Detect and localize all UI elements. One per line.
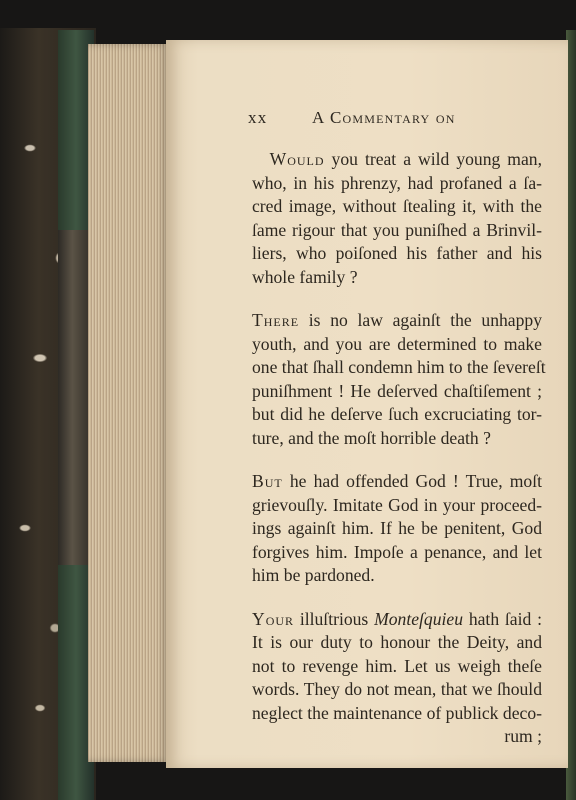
paragraph-lead-word: There (252, 310, 300, 330)
paragraph-2 (252, 309, 546, 450)
text-line: ture, and the moſt horrible death ? (252, 427, 491, 448)
catchword: rum ; (504, 726, 542, 746)
text-line: liers, who poiſoned his father and his (252, 243, 542, 263)
paragraph-lead-word: But (252, 471, 283, 491)
paragraph-lead-word: Would (269, 149, 325, 169)
italic-name: Monteſquieu (374, 608, 464, 629)
text-line: ſame rigour that you puniſhed a Brinvil- (252, 219, 542, 240)
text-line: cred image, without ſtealing it, with the (252, 196, 542, 216)
text-line: forgives him. Impoſe a penance, and let (252, 541, 542, 562)
text-line: ings againſt him. If he be penitent, God (252, 518, 542, 538)
running-title: A Commentary on (312, 108, 456, 127)
paragraph-4 (252, 608, 542, 749)
text-line: But he had offended God ! True, moſt (252, 471, 542, 491)
page-edges (88, 44, 170, 762)
paragraph-lead-word: Your (252, 608, 295, 629)
text-line: but did he deſerve ſuch excruciating tor- (252, 404, 542, 424)
text-line: whole family ? (252, 266, 358, 287)
text-line: words. They do not mean, that we ſhould (252, 679, 542, 699)
text-line: one that ſhall condemn him to the ſevereſt (252, 357, 546, 377)
text-line: youth, and you are determined to make (252, 333, 542, 354)
body-text (252, 148, 546, 769)
text-line: grievouſly. Imitate God in your proceed- (252, 494, 542, 515)
text-line: him be pardoned. (252, 565, 375, 585)
text-line: not to revenge him. Let us weigh theſe (252, 655, 542, 676)
text-line: Your illuſtrious Monteſquieu hath ſaid : (252, 608, 542, 629)
text-line: It is our duty to honour the Deity, and (252, 632, 542, 652)
text-line: who, in his phrenzy, had profaned a ſa- (252, 172, 542, 193)
text-line: neglect the maintenance of publick deco- (252, 702, 542, 723)
text-line: Would you treat a wild young man, (269, 149, 542, 169)
running-header (248, 108, 508, 132)
text-line: There is no law againſt the unhappy (252, 310, 542, 330)
paragraph-3 (252, 470, 542, 588)
paragraph-1 (252, 148, 542, 289)
text-line: puniſhment ! He deſerved chaſtiſement ; (252, 380, 542, 401)
page-number: xx (248, 108, 268, 127)
